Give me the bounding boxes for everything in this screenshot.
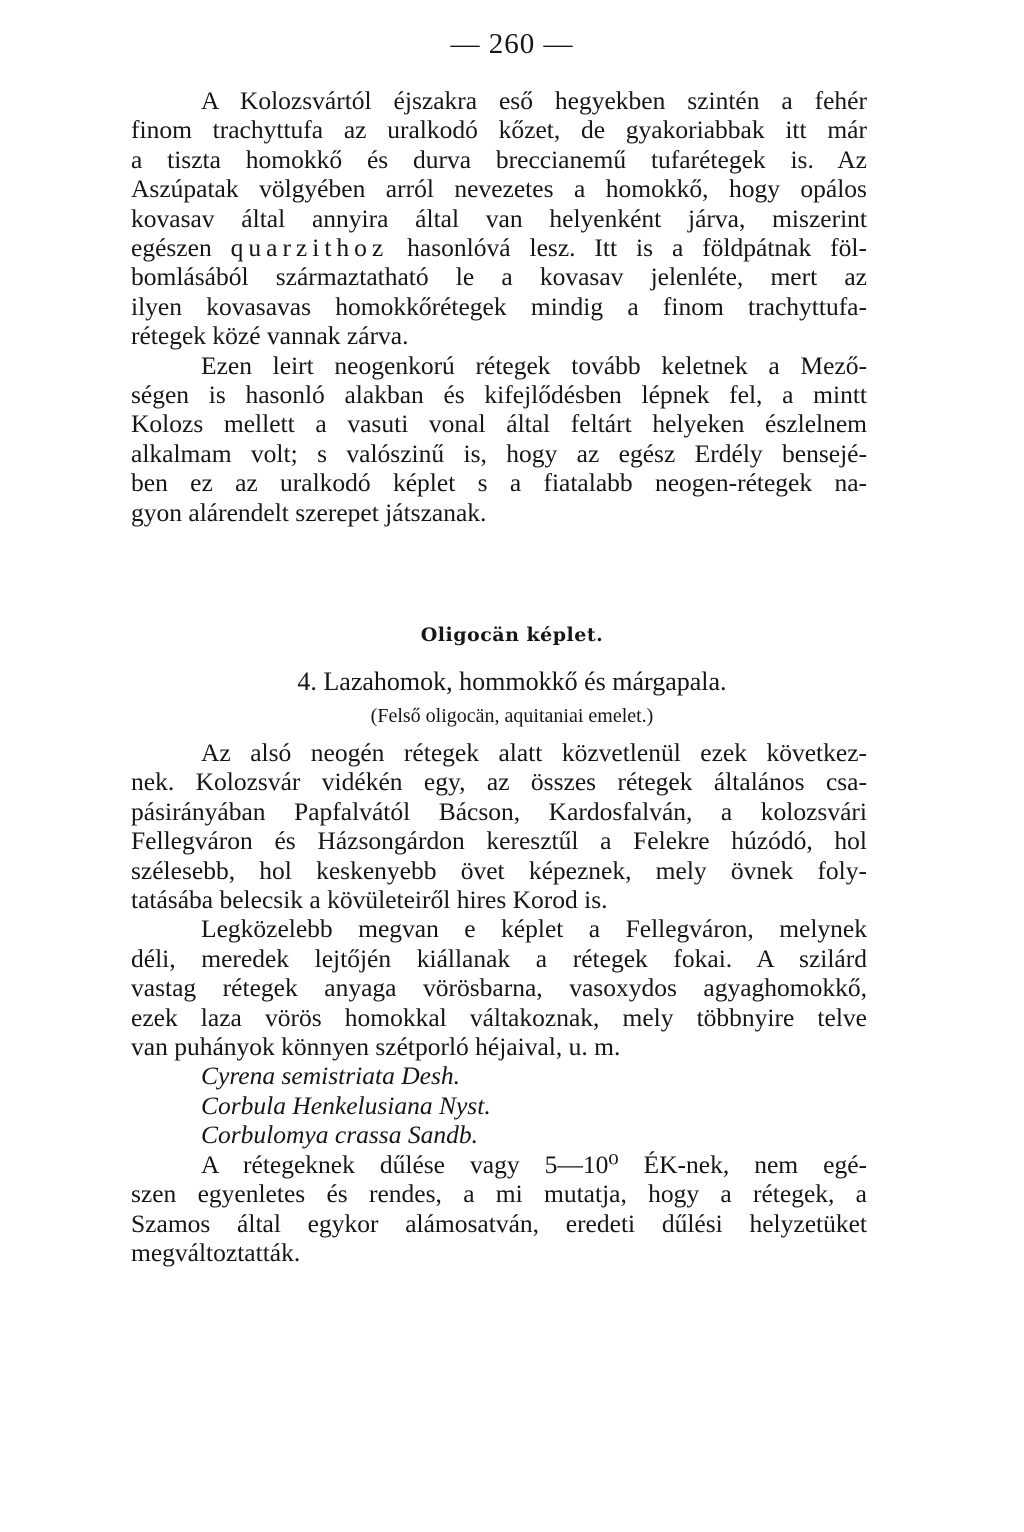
paragraph-3: [131, 738, 867, 914]
paragraph-1: [131, 86, 867, 351]
spaced-term: quarzithoz: [230, 233, 389, 263]
species-name: Cyrena semistriata Desh.: [201, 1061, 460, 1091]
text-line: Ezen leirt neogenkorú rétegek tovább keletnek a Mező-: [201, 350, 867, 380]
text-line: a tiszta homokkő és durva breccianemű tufarétegek is. Az: [131, 144, 867, 174]
text-line: ségen is hasonló alakban és kifejlődésben lépnek fel, a mintt: [131, 380, 867, 410]
text-line: ezek laza vörös homokkal váltakoznak, mely többnyire telve: [131, 1002, 867, 1032]
text-line: alkalmam volt; s valószinű is, hogy az egész Erdély bensejé-: [131, 438, 867, 468]
text-fragment: egészen: [131, 233, 231, 263]
text-block-top: [131, 86, 867, 527]
text-line: vastag rétegek anyaga vörösbarna, vasoxydos agyaghomokkő,: [131, 973, 867, 1003]
text-line: kovasav által annyira által van helyenként járva, miszerint: [131, 203, 867, 233]
text-line: finom trachyttufa az uralkodó kőzet, de gyakoriabbak itt már: [131, 115, 867, 145]
text-line: rétegek közé vannak zárva.: [131, 321, 409, 351]
text-line: pásirányában Papfalvától Bácson, Kardosfalván, a kolozsvári: [131, 796, 867, 826]
subtitle: (Felső oligocän, aquitaniai emelet.): [370, 705, 654, 727]
text-line: tatásába belecsik a kövületeiről hires Korod is.: [131, 885, 608, 915]
species-name: Corbula Henkelusiana Nyst.: [201, 1090, 491, 1120]
text-line: déli, meredek lejtőjén kiállanak a rétegek fokai. A szilárd: [131, 943, 867, 973]
paragraph-4: [131, 914, 867, 1061]
text-line: van puhányok könnyen szétporló héjaival, u. m.: [131, 1032, 621, 1062]
text-line: [131, 233, 867, 262]
text-line: gyon alárendelt szerepet játszanak.: [131, 497, 487, 527]
text-line: Fellegváron és Házsongárdon keresztűl a Felekre húzódó, hol: [131, 826, 867, 856]
paragraph-5: [131, 1150, 867, 1268]
text-line: Aszúpatak völgyében arról nevezetes a homokkő, hogy opálos: [131, 174, 867, 204]
text-line: Legközelebb megvan e képlet a Fellegváron, melynek: [201, 914, 867, 944]
text-block-bottom: [131, 738, 867, 1267]
text-line: bomlásából származtatható le a kovasav jelenléte, mert az: [131, 262, 867, 292]
text-line: nek. Kolozsvár vidékén egy, az összes rétegek általános csa-: [131, 767, 867, 797]
section-heading: Oligocän képlet.: [420, 624, 604, 646]
text-line: Kolozs mellett a vasuti vonal által feltárt helyeken észlelnem: [131, 409, 867, 439]
text-line: megváltoztatták.: [131, 1237, 301, 1267]
paragraph-2: [131, 351, 867, 527]
species-list: [131, 1061, 867, 1149]
text-line: ben ez az uralkodó képlet s a fiatalabb neogen-rétegek na-: [131, 468, 867, 498]
text-line: A Kolozsvártól éjszakra eső hegyekben szintén a fehér: [201, 86, 867, 115]
species-name: Corbulomya crassa Sandb.: [201, 1120, 478, 1150]
text-line: szen egyenletes és rendes, a mi mutatja, hogy a rétegek, a: [131, 1179, 867, 1209]
text-line: szélesebb, hol keskenyebb övet képeznek, mely övnek foly-: [131, 855, 867, 885]
text-line: Az alsó neogén rétegek alatt közvetlenül ezek következ-: [201, 738, 867, 767]
page-number: — 260 —: [450, 28, 574, 60]
subheading: 4. Lazahomok, hommokkő és márgapala.: [297, 667, 727, 696]
text-line: ilyen kovasavas homokkőrétegek mindig a finom trachyttufa-: [131, 291, 867, 321]
text-line: Szamos által egykor alámosatván, eredeti dűlési helyzetüket: [131, 1208, 867, 1238]
text-fragment: hasonlóvá lesz. Itt is a földpátnak föl-: [388, 233, 867, 263]
text-line: A rétegeknek dűlése vagy 5—10⁰ ÉK-nek, nem egé-: [201, 1149, 867, 1179]
